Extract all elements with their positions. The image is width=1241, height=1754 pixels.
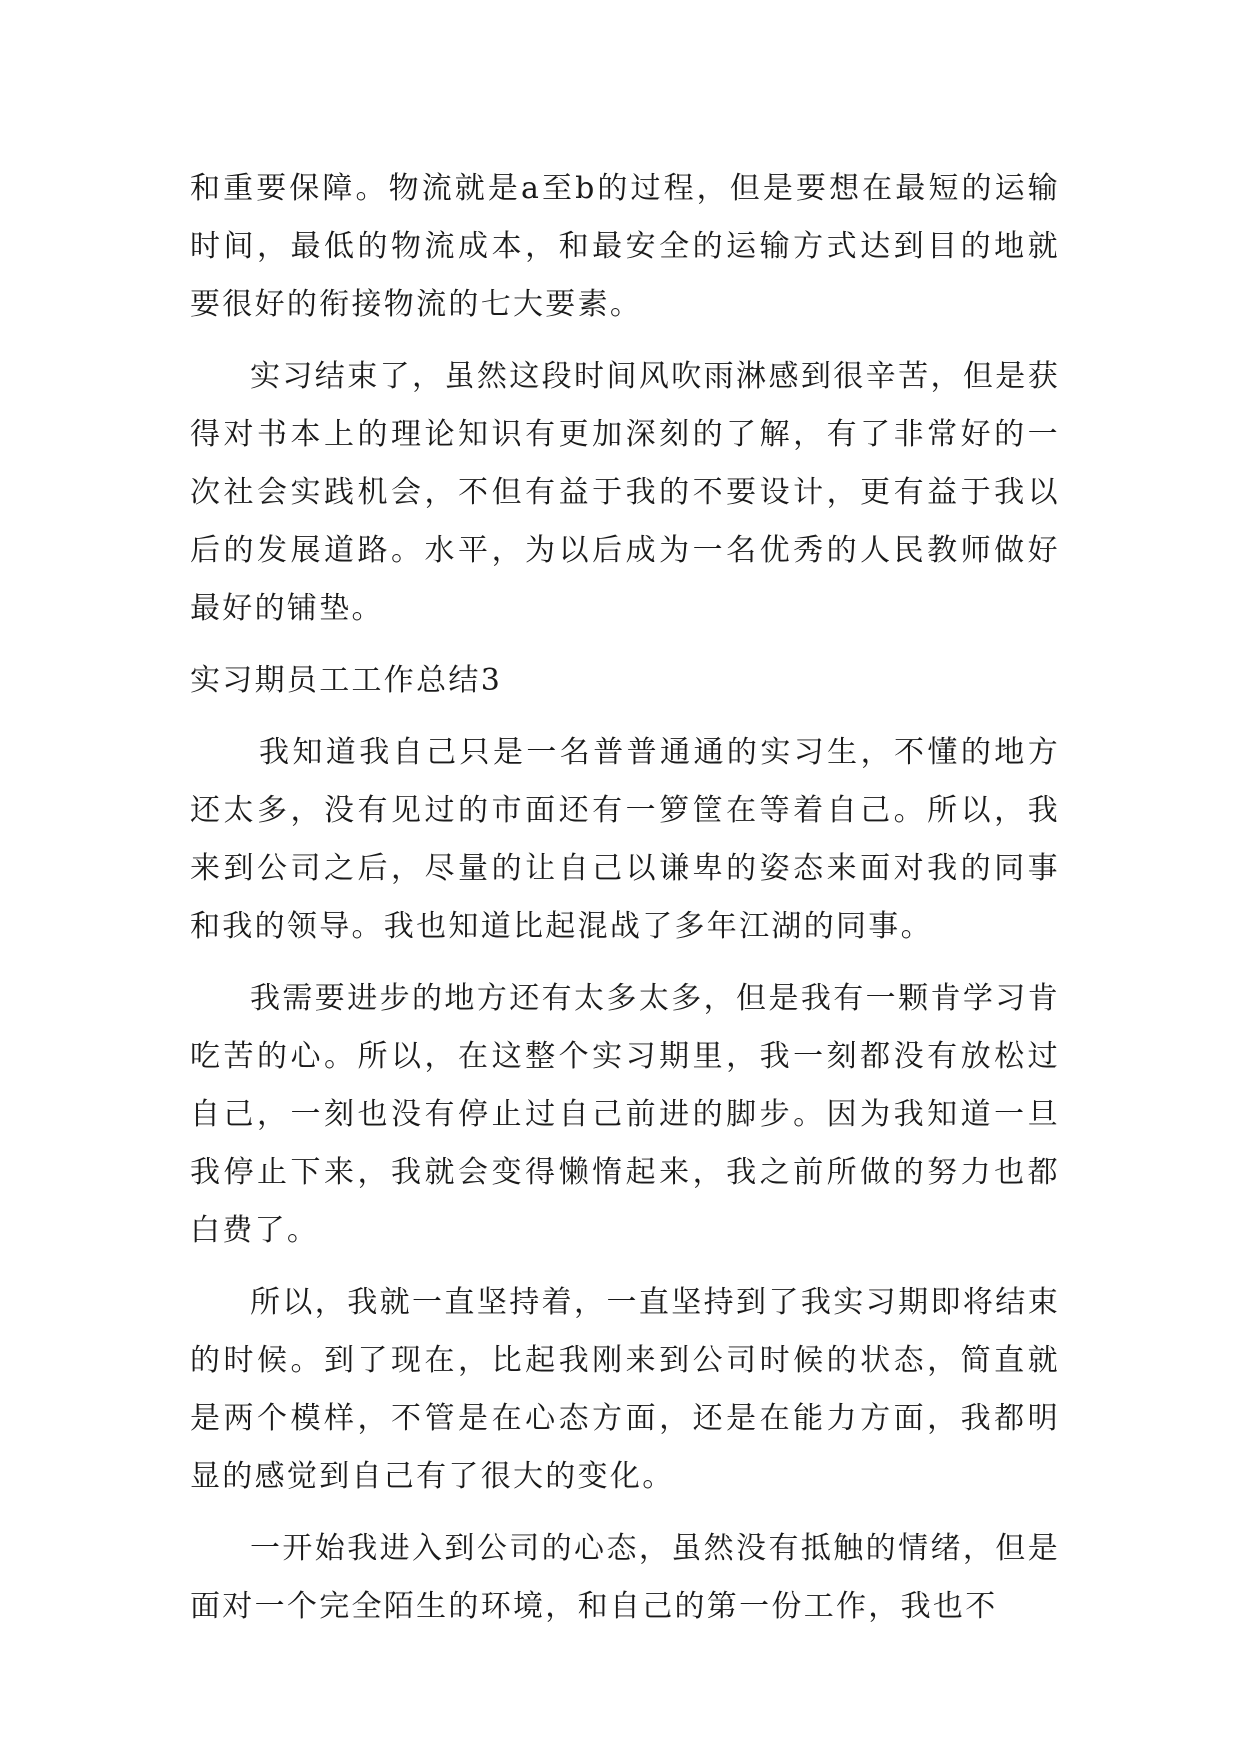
paragraph-logistics-elements: 和重要保障。物流就是a至b的过程，但是要想在最短的运输时间，最低的物流成本，和最安全的运输方式达到目的地就要很好的衔接物流的七大要素。 [190,171,1060,322]
document-body [190,160,1060,1650]
paragraph-ordinary-intern: 我知道我自己只是一名普普通通的实习生，不懂的地方还太多，没有见过的市面还有一箩筐在等着自己。所以，我来到公司之后，尽量的让自己以谦卑的姿态来面对我的同事和我的领导。我也知道比起混战了多年江湖的同事。 [190,735,1060,944]
paragraph-internship-end: 实习结束了，虽然这段时间风吹雨淋感到很辛苦，但是获得对书本上的理论知识有更加深刻的了解，有了非常好的一次社会实践机会，不但有益于我的不要设计，更有益于我以后的发展道路。水平，为以后成为一名优秀的人民教师做好最好的铺垫。 [190,359,1060,626]
paragraph-persistence: 所以，我就一直坚持着，一直坚持到了我实习期即将结束的时候。到了现在，比起我刚来到公司时候的状态，简直就是两个模样，不管是在心态方面，还是在能力方面，我都明显的感觉到自己有了很大的变化。 [190,1285,1060,1494]
paragraph-progress-needed: 我需要进步的地方还有太多太多，但是我有一颗肯学习肯吃苦的心。所以，在这整个实习期里，我一刻都没有放松过自己，一刻也没有停止过自己前进的脚步。因为我知道一旦我停止下来，我就会变得懒惰起来，我之前所做的努力也都白费了。 [190,981,1060,1248]
paragraph-initial-mindset: 一开始我进入到公司的心态，虽然没有抵触的情绪，但是面对一个完全陌生的环境，和自己的第一份工作，我也不 [190,1531,1060,1624]
section-heading: 实习期员工工作总结3 [190,663,503,698]
